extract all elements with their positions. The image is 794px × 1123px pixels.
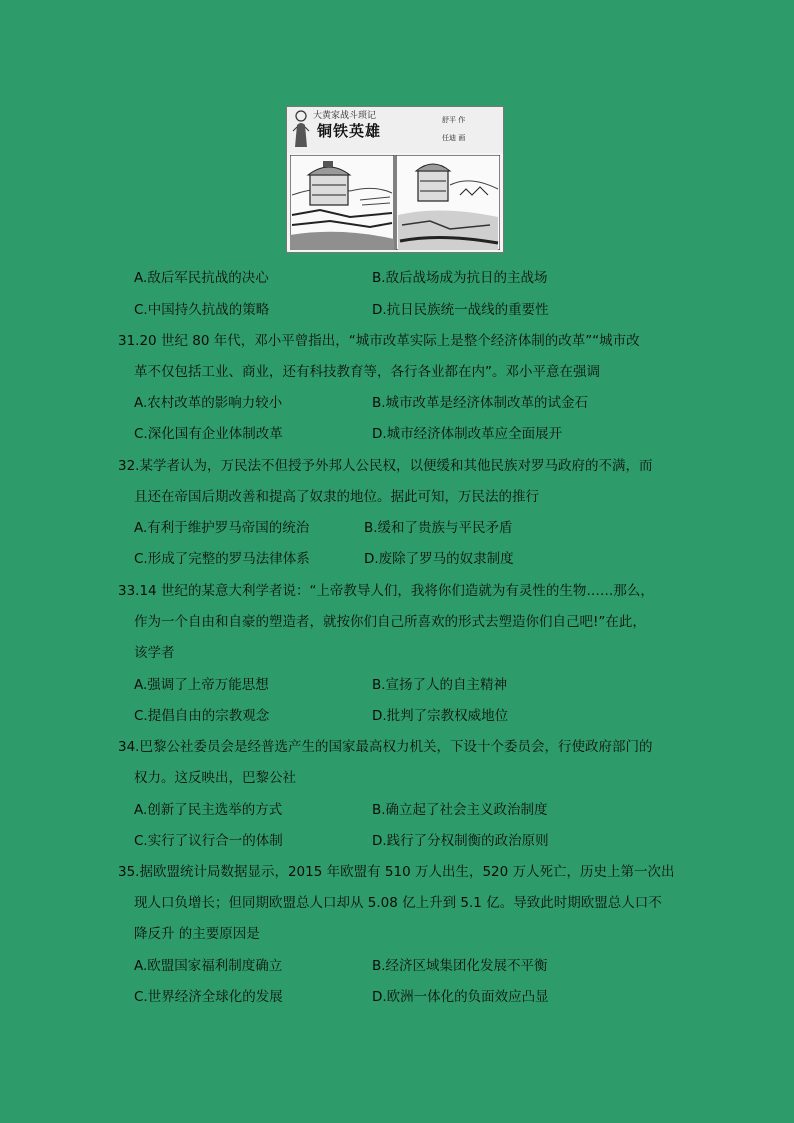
q34-stem-line-1: 34.巴黎公社委员会是经普选产生的国家最高权力机关，下设十个委员会，行使政府部门的 (118, 739, 653, 755)
comic-author: 舒平 作 (442, 116, 466, 124)
comic-title: 铜铁英雄 (317, 122, 382, 140)
comic-artist: 任迪 画 (442, 134, 466, 142)
q34-stem-line-2: 权力。这反映出，巴黎公社 (134, 770, 296, 786)
q33-option-c: C.提倡自由的宗教观念 (134, 708, 270, 724)
q30-option-b: B.敌后战场成为抗日的主战场 (372, 270, 548, 286)
q32-stem-line-1: 32.某学者认为，万民法不但授予外邦人公民权，以便缓和其他民族对罗马政府的不满，而 (118, 458, 653, 474)
q32-option-d: D.废除了罗马的奴隶制度 (364, 551, 514, 567)
q35-stem-line-1: 35.据欧盟统计局数据显示，2015 年欧盟有 510 万人出生，520 万人死亡，历史上第一次出 (118, 864, 675, 880)
q33-stem-line-1: 33.14 世纪的某意大利学者说：“上帝教导人们，我将你们造就为有灵性的生物……那么， (118, 583, 654, 599)
q31-option-c: C.深化国有企业体制改革 (134, 426, 283, 442)
q30-option-d: D.抗日民族统一战线的重要性 (372, 302, 549, 318)
q32-option-a: A.有利于维护罗马帝国的统治 (134, 520, 310, 536)
q33-stem-line-2: 作为一个自由和自豪的塑造者，就按你们自己所喜欢的形式去塑造你们自己吧!”在此， (134, 614, 646, 630)
q31-option-a: A.农村改革的影响力较小 (134, 395, 283, 411)
q35-option-b: B.经济区域集团化发展不平衡 (372, 958, 548, 974)
q31-option-d: D.城市经济体制改革应全面展开 (372, 426, 563, 442)
q35-option-d: D.欧洲一体化的负面效应凸显 (372, 989, 549, 1005)
q33-option-a: A.强调了上帝万能思想 (134, 677, 269, 693)
q33-stem-line-3: 该学者 (134, 645, 175, 661)
comic-panels (290, 155, 500, 250)
comic-series-title: 大黄家战斗琐记 (313, 111, 377, 121)
q35-stem-line-3: 降反升 的主要原因是 (134, 926, 260, 942)
q35-option-a: A.欧盟国家福利制度确立 (134, 958, 283, 974)
q35-option-c: C.世界经济全球化的发展 (134, 989, 283, 1005)
comic-header (287, 107, 503, 153)
q32-stem-line-2: 且还在帝国后期改善和提高了奴隶的地位。据此可知，万民法的推行 (134, 489, 539, 505)
comic-image (286, 106, 504, 253)
q34-option-c: C.实行了议行合一的体制 (134, 833, 283, 849)
q32-option-c: C.形成了完整的罗马法律体系 (134, 551, 310, 567)
q34-option-d: D.践行了分权制衡的政治原则 (372, 833, 549, 849)
q30-option-c: C.中国持久抗战的策略 (134, 302, 270, 318)
q31-stem-line-1: 31.20 世纪 80 年代，邓小平曾指出，“城市改革实际上是整个经济体制的改革”“城市改 (118, 333, 640, 349)
q31-option-b: B.城市改革是经济体制改革的试金石 (372, 395, 589, 411)
q34-option-a: A.创新了民主选举的方式 (134, 802, 283, 818)
q34-option-b: B.确立起了社会主义政治制度 (372, 802, 548, 818)
comic-figure-icon (291, 109, 311, 149)
q35-stem-line-2: 现人口负增长；但同期欧盟总人口却从 5.08 亿上升到 5.1 亿。导致此时期欧盟总人口不 (134, 895, 662, 911)
q33-option-d: D.批判了宗教权威地位 (372, 708, 509, 724)
q33-option-b: B.宣扬了人的自主精神 (372, 677, 508, 693)
q32-option-b: B.缓和了贵族与平民矛盾 (364, 520, 513, 536)
q31-stem-line-2: 革不仅包括工业、商业，还有科技教育等，各行各业都在内”。邓小平意在强调 (134, 364, 600, 380)
q30-option-a: A.敌后军民抗战的决心 (134, 270, 269, 286)
